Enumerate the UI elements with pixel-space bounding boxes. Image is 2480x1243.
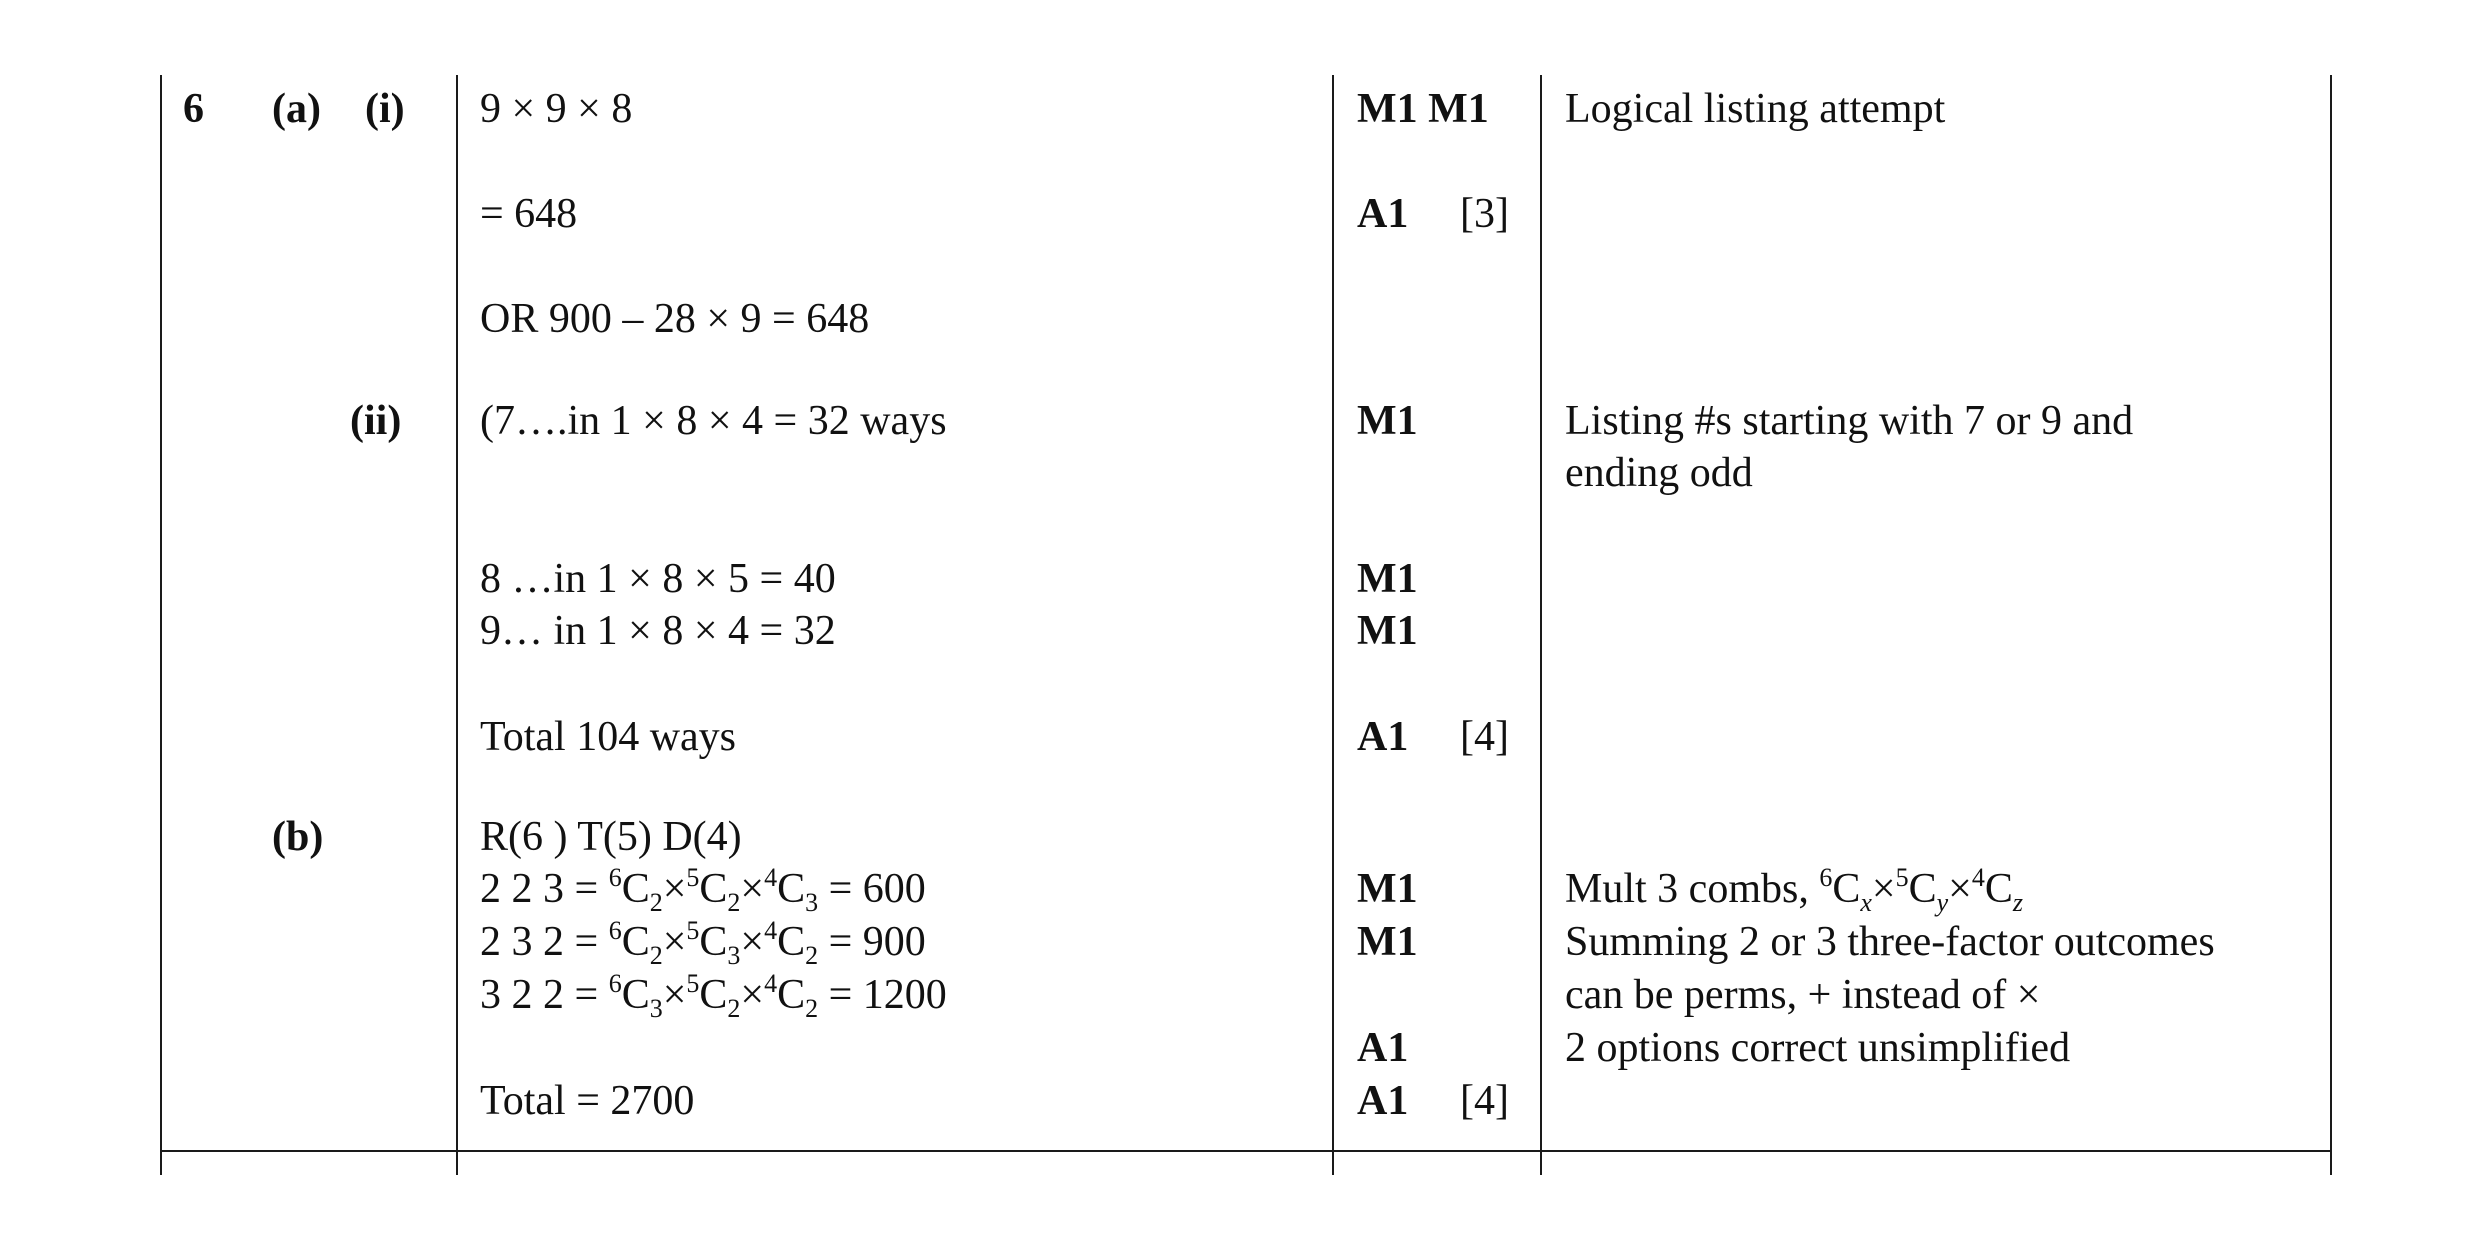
a-i-answer-line: = 648 — [480, 191, 578, 237]
b-mark: A1 — [1357, 1078, 1409, 1124]
b-combination-row: 2 2 $3 = ^6C_2\times^5C_2\times^4C_3 = 600$ — [480, 863, 926, 917]
b-total-marks: [4] — [1460, 1078, 1509, 1124]
part-a-i-label: (i) — [365, 86, 405, 132]
table-col-divider-2 — [1332, 75, 1334, 1175]
a-i-mark: M1 M1 — [1357, 86, 1489, 132]
b-combination-row: 3 2 $2 = ^6C_3\times^5C_2\times^4C_2 = 1200$ — [480, 969, 947, 1023]
b-combination-row: 2 3 $2 = ^6C_2\times^5C_3\times^4C_2 = 900$ — [480, 916, 926, 970]
a-ii-answer-line: (7….in 1 × 8 × 4 = 32 ways — [480, 398, 947, 444]
a-ii-total-line: Total 104 ways — [480, 714, 737, 760]
b-mark: M1 — [1357, 866, 1418, 912]
table-bottom-rule — [160, 1150, 2332, 1152]
b-header-line: R(6 ) T(5) D(4) — [480, 814, 742, 860]
question-number: 6 — [183, 86, 204, 132]
table-col-divider-3 — [1540, 75, 1542, 1175]
a-i-mark: A1 — [1357, 191, 1409, 237]
part-a-ii-label: (ii) — [350, 398, 402, 444]
table-left-border — [160, 75, 162, 1175]
a-ii-total-marks: [4] — [1460, 714, 1509, 760]
b-guidance-mult: Mult 3 combs, $^6C_x\times^5C_y\times^4C_z$ — [1565, 863, 2023, 917]
a-ii-mark: M1 — [1357, 608, 1418, 654]
a-ii-guidance: Listing #s starting with 7 or 9 and — [1565, 398, 2134, 444]
part-a-label: (a) — [272, 86, 321, 132]
a-ii-answer-line: 9… in 1 × 8 × 4 = 32 — [480, 608, 836, 654]
b-total-line: Total = 2700 — [480, 1078, 695, 1124]
table-right-border — [2330, 75, 2332, 1175]
b-mark: M1 — [1357, 919, 1418, 965]
a-i-alt-answer-line: OR 900 – 28 × 9 = 648 — [480, 296, 870, 342]
b-guidance: can be perms, + instead of × — [1565, 972, 2041, 1018]
b-mark: A1 — [1357, 1025, 1409, 1071]
a-i-guidance: Logical listing attempt — [1565, 86, 1946, 132]
a-ii-guidance: ending odd — [1565, 450, 1753, 496]
part-b-label: (b) — [272, 814, 324, 860]
b-guidance: 2 options correct unsimplified — [1565, 1025, 2071, 1071]
a-ii-mark: M1 — [1357, 556, 1418, 602]
a-ii-answer-line: 8 …in 1 × 8 × 5 = 40 — [480, 556, 836, 602]
a-ii-mark: M1 — [1357, 398, 1418, 444]
a-i-total-marks: [3] — [1460, 191, 1509, 237]
table-col-divider-1 — [456, 75, 458, 1175]
a-ii-mark: A1 — [1357, 714, 1409, 760]
a-i-answer-line: 9 × 9 × 8 — [480, 86, 633, 132]
b-guidance: Summing 2 or 3 three-factor outcomes — [1565, 919, 2215, 965]
